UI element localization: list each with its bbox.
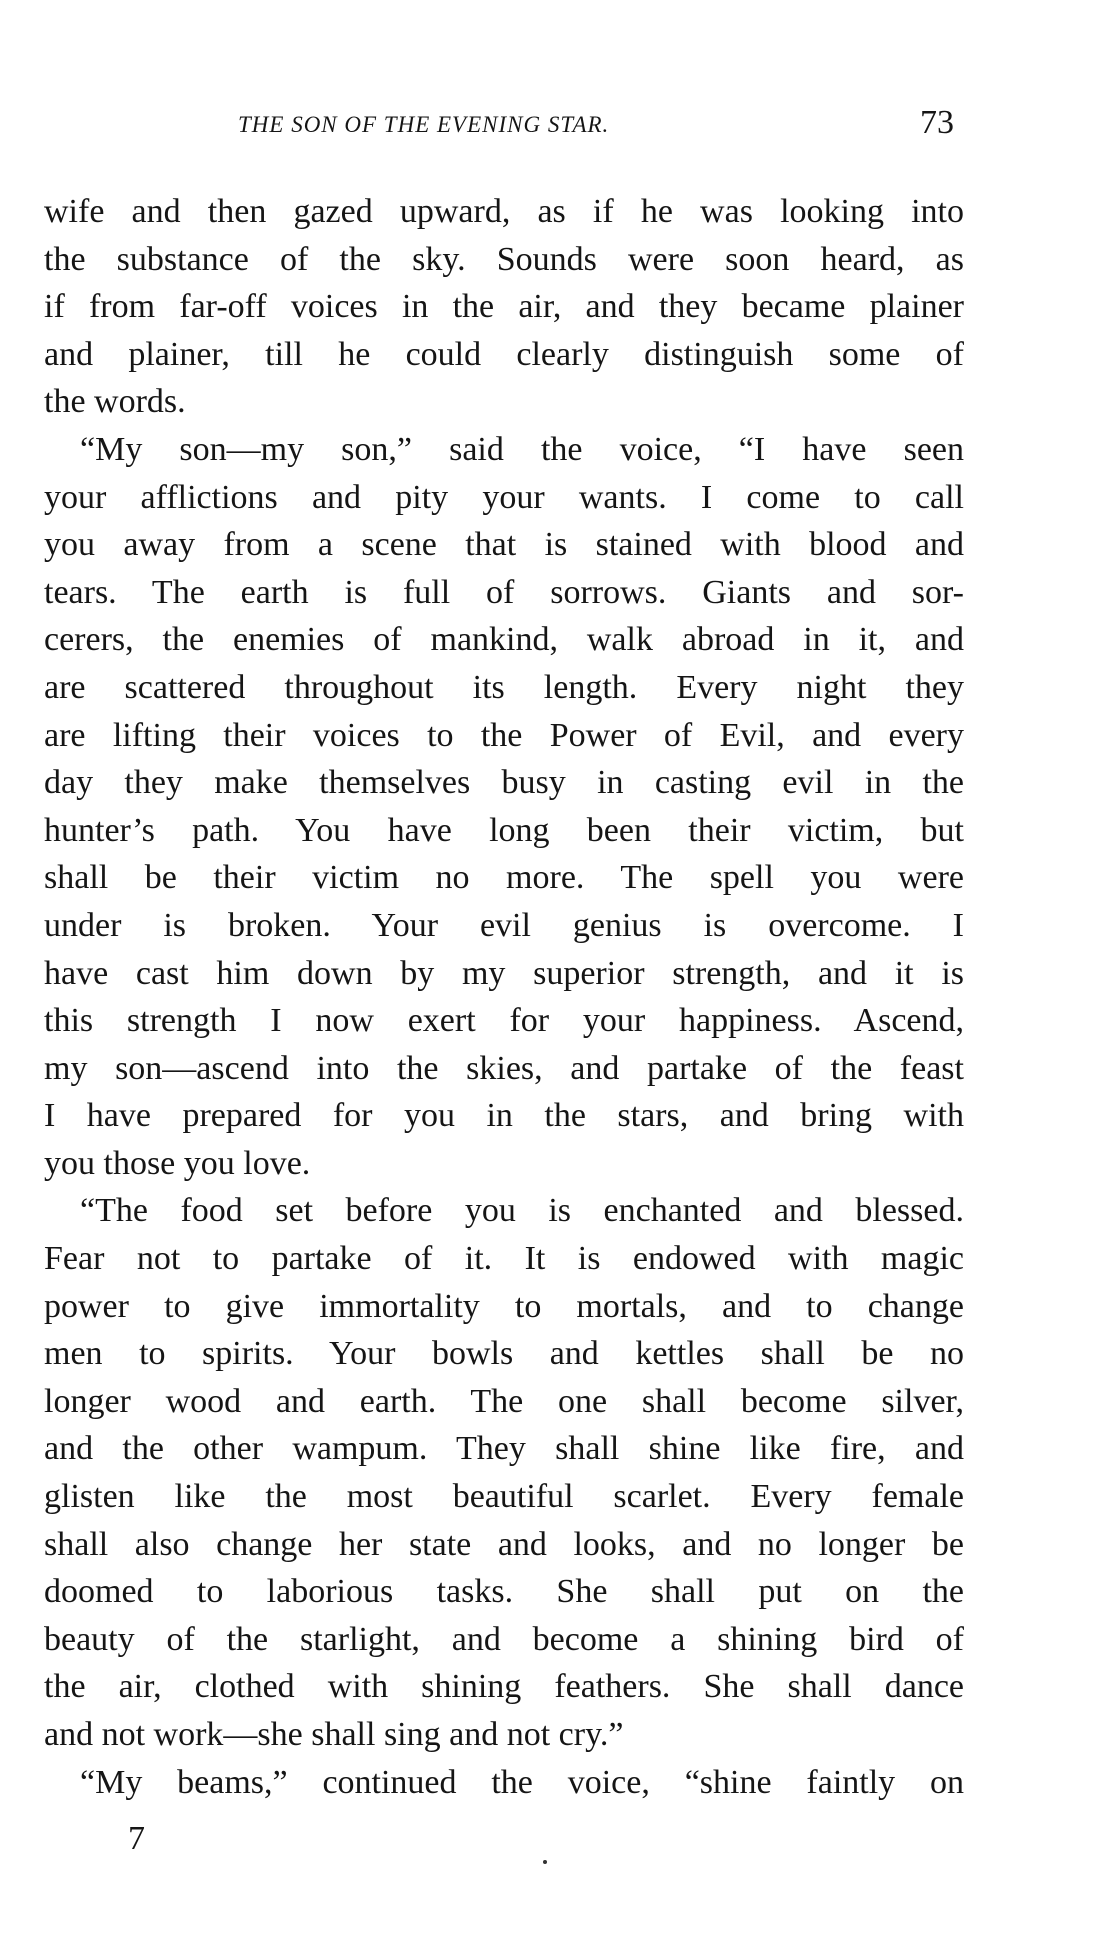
signature-mark: 7 — [128, 1820, 145, 1857]
text-line: under is broken. Your evil genius is overcome. I — [44, 906, 964, 944]
text-line: my son—ascend into the skies, and partake of the feast — [44, 1049, 964, 1087]
text-line: the words. — [44, 383, 186, 421]
text-line: day they make themselves busy in casting evil in the — [44, 764, 964, 802]
text-line: you those you love. — [44, 1144, 311, 1182]
text-line: this strength I now exert for your happiness. Ascend, — [44, 1002, 964, 1040]
print-speck — [543, 1860, 547, 1864]
text-line: cerers, the enemies of mankind, walk abroad in it, and — [44, 621, 964, 659]
text-line: tears. The earth is full of sorrows. Giants and sor- — [44, 573, 964, 611]
text-line: Fear not to partake of it. It is endowed with magic — [44, 1240, 964, 1278]
text-line: have cast him down by my superior strength, and it is — [44, 954, 964, 992]
text-line: beauty of the starlight, and become a shining bird of — [44, 1620, 964, 1658]
page-number: 73 — [920, 104, 954, 141]
text-line: and the other wampum. They shall shine like fire, and — [44, 1430, 964, 1468]
paragraph-start-line: “The food set before you is enchanted and blessed. — [80, 1192, 964, 1230]
text-line: you away from a scene that is stained with blood and — [44, 526, 964, 564]
body-text — [44, 188, 964, 1806]
text-line: doomed to laborious tasks. She shall put on the — [44, 1573, 964, 1611]
text-line: and plainer, till he could clearly distinguish some of — [44, 335, 964, 373]
text-line: are lifting their voices to the Power of Evil, and every — [44, 716, 964, 754]
text-line: men to spirits. Your bowls and kettles shall be no — [44, 1335, 964, 1373]
text-line: the substance of the sky. Sounds were soon heard, as — [44, 240, 964, 278]
text-line: power to give immortality to mortals, and to change — [44, 1287, 964, 1325]
text-line: shall be their victim no more. The spell you were — [44, 859, 964, 897]
text-line: wife and then gazed upward, as if he was looking into — [44, 193, 964, 230]
text-line: your afflictions and pity your wants. I come to call — [44, 478, 964, 516]
text-line: and not work—she shall sing and not cry.” — [44, 1716, 624, 1753]
text-line: hunter’s path. You have long been their victim, but — [44, 811, 964, 849]
text-line: shall also change her state and looks, and no longer be — [44, 1525, 964, 1563]
text-line: I have prepared for you in the stars, and bring with — [44, 1097, 964, 1135]
text-line: if from far-off voices in the air, and they became plainer — [44, 288, 964, 326]
text-line: are scattered throughout its length. Every night they — [44, 668, 964, 706]
text-line: longer wood and earth. The one shall become silver, — [44, 1382, 964, 1420]
running-head: THE SON OF THE EVENING STAR. — [238, 112, 610, 137]
text-line: glisten like the most beautiful scarlet. Every female — [44, 1478, 964, 1516]
text-line: the air, clothed with shining feathers. She shall dance — [44, 1668, 964, 1706]
paragraph-start-line: “My beams,” continued the voice, “shine faintly on — [80, 1763, 964, 1801]
paragraph-start-line: “My son—my son,” said the voice, “I have seen — [80, 430, 964, 468]
